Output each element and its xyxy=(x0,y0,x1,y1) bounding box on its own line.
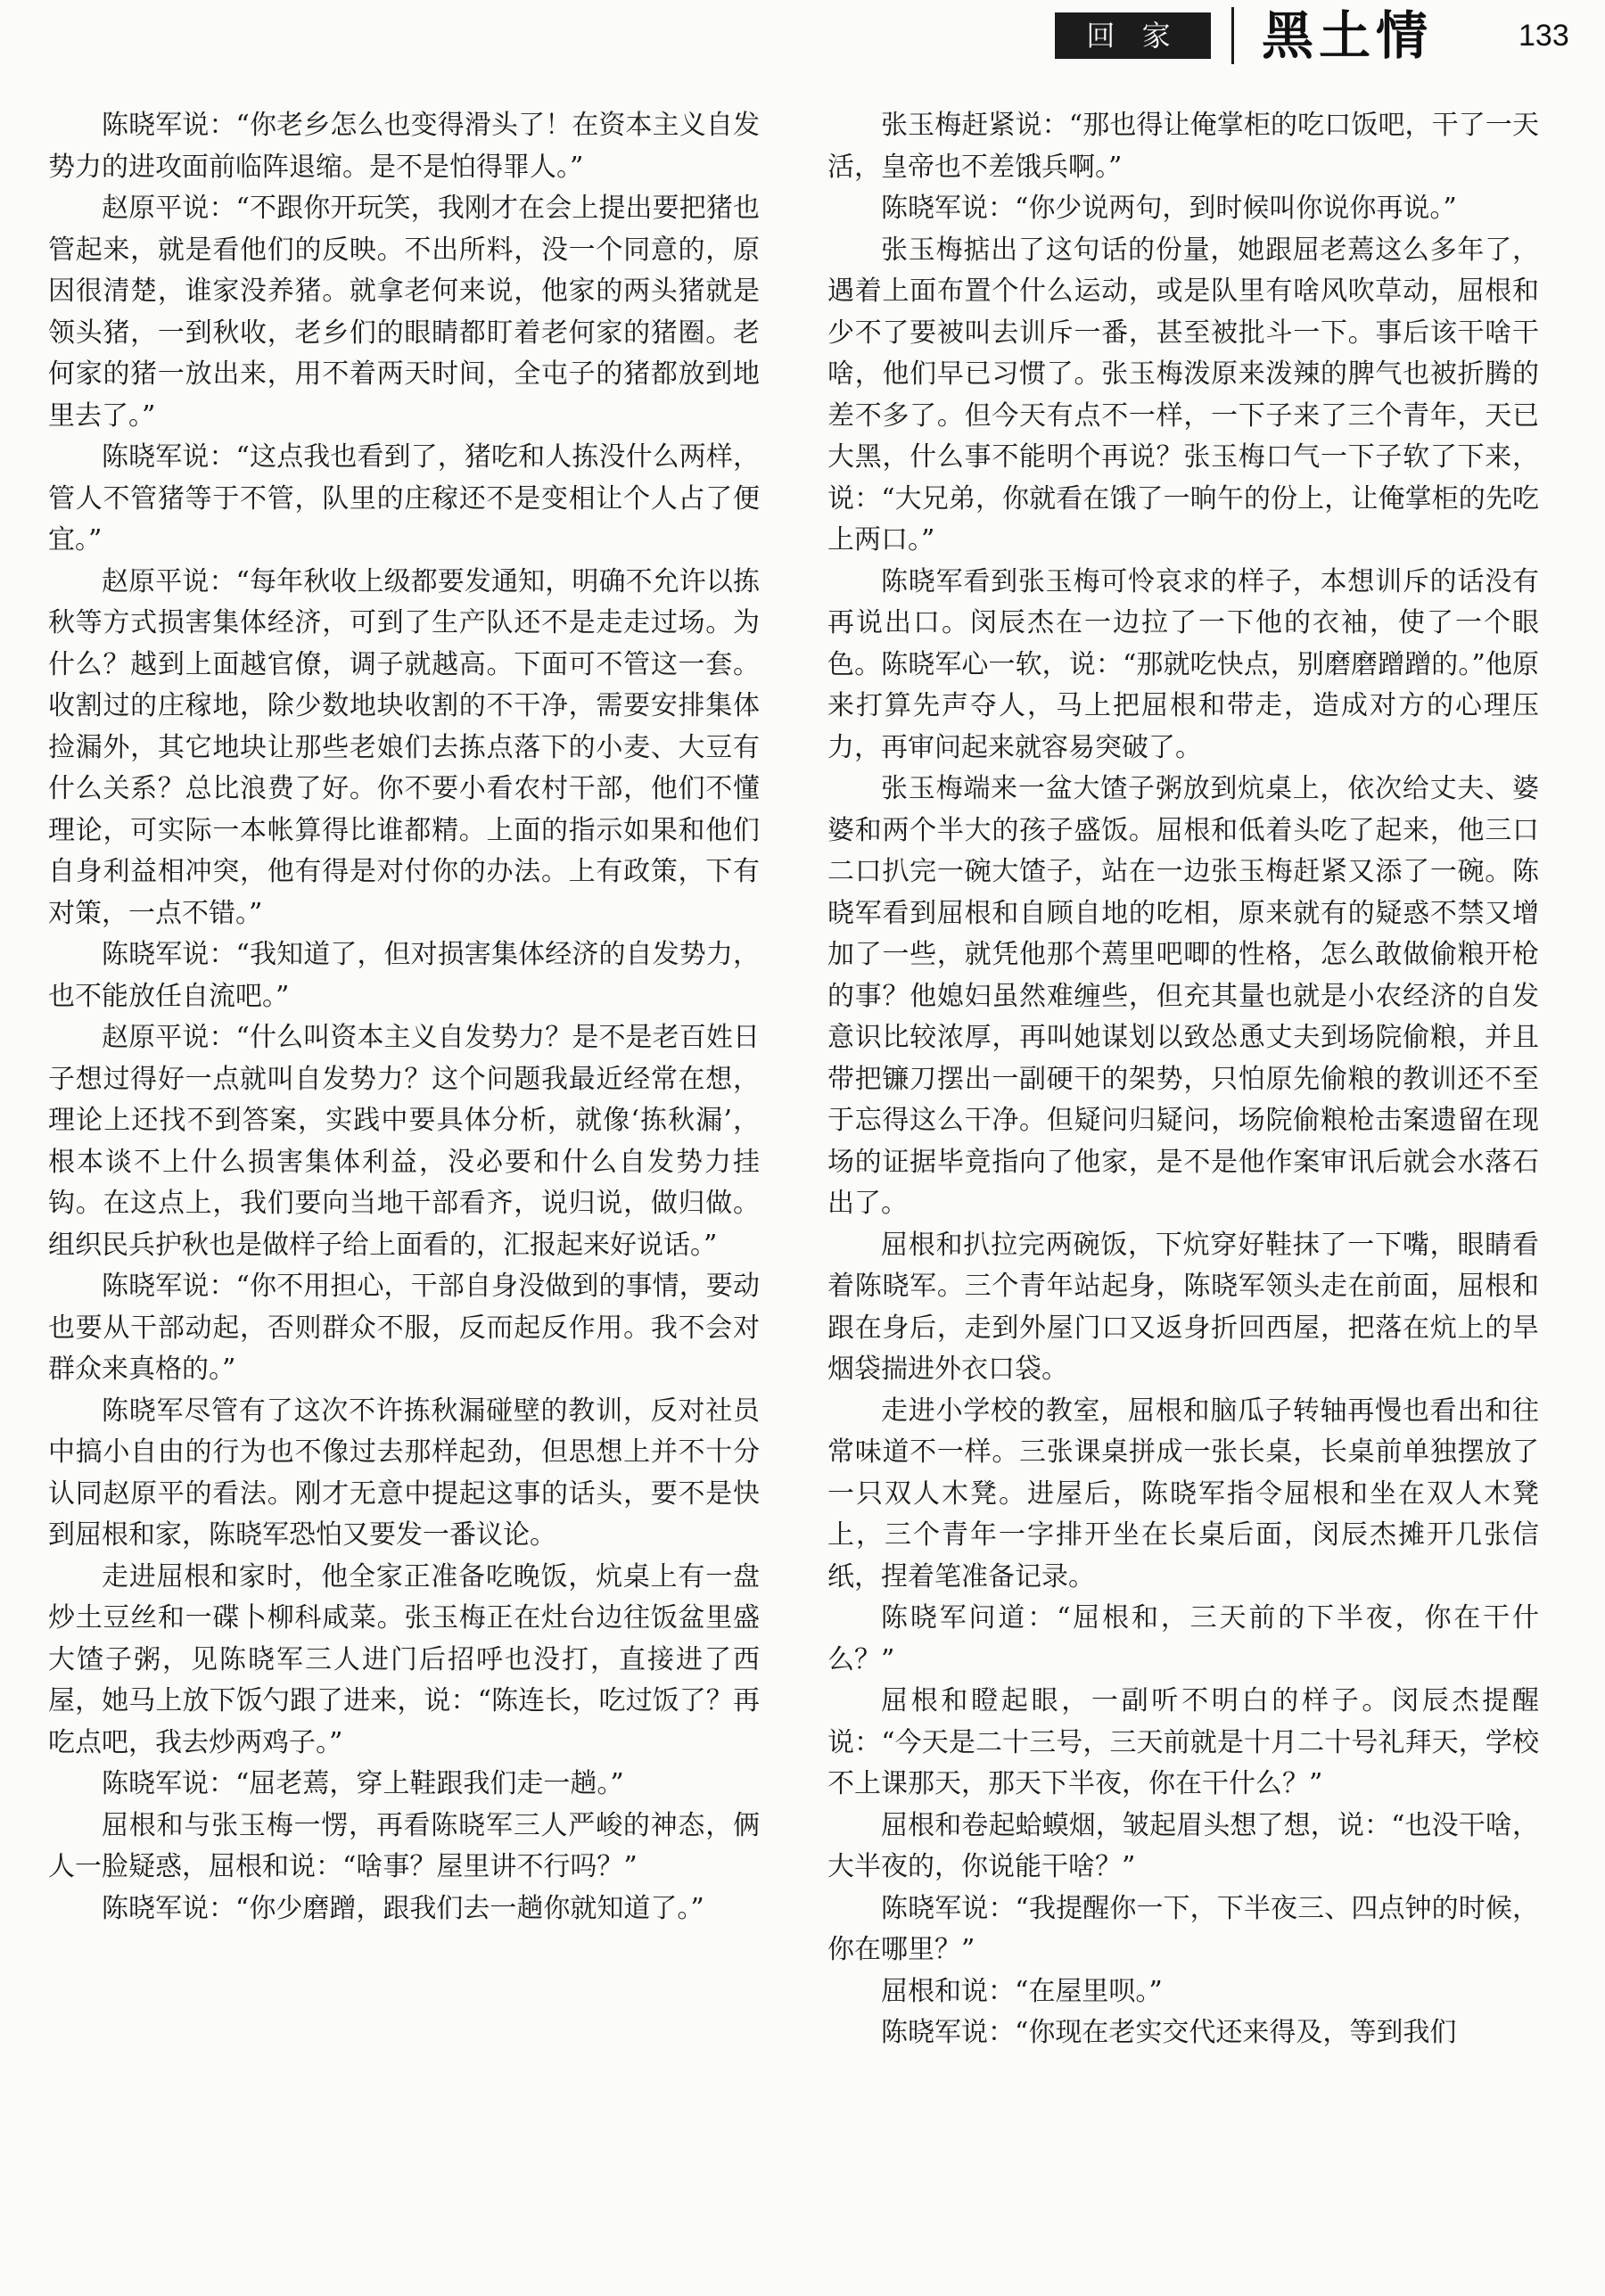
paragraph: 陈晓军问道：“屈根和，三天前的下半夜，你在干什么？” xyxy=(827,1602,1539,1675)
paragraph: 赵原平说：“每年秋收上级都要发通知，明确不允许以拣秋等方式损害集体经济，可到了生产队还不是走走过场。为什么？越到上面越官僚，调子就越高。下面可不管这一套。收割过的庄稼地，除少数地块收割的不干净，需要安排集体捡漏外，其它地块让那些老娘们去拣点落下的小麦、大豆有什么关系？总比浪费了好。你不要小看农村干部，他们不懂理论，可实际一本帐算得比谁都精。上面的指示如果和他们自身利益相冲突，他有得是对付你的办法。上有政策，下有对策，一点不错。” xyxy=(48,565,760,929)
page-number: 133 xyxy=(1519,19,1569,53)
paragraph: 屈根和扒拉完两碗饭，下炕穿好鞋抹了一下嘴，眼睛看着陈晓军。三个青年站起身，陈晓军领头走在前面，屈根和跟在身后，走到外屋门口又返身折回西屋，把落在炕上的旱烟袋揣进外衣口袋。 xyxy=(827,1229,1539,1385)
paragraph: 赵原平说：“不跟你开玩笑，我刚才在会上提出要把猪也管起来，就是看他们的反映。不出所料，没一个同意的，原因很清楚，谁家没养猪。就拿老何来说，他家的两头猪就是领头猪，一到秋收，老乡们的眼睛都盯着老何家的猪圈。老何家的猪一放出来，用不着两天时间，全屯子的猪都放到地里去了。” xyxy=(48,193,760,432)
page-header xyxy=(0,0,1605,85)
paragraph: 屈根和与张玉梅一愣，再看陈晓军三人严峻的神态，俩人一脸疑惑，屈根和说：“啥事？屋里讲不行吗？” xyxy=(48,1809,760,1882)
header-divider xyxy=(1231,7,1234,64)
paragraph: 陈晓军说：“你少磨蹭，跟我们去一趟你就知道了。” xyxy=(102,1892,704,1924)
right-column xyxy=(827,105,1539,2054)
paragraph: 陈晓军说：“这点我也看到了，猪吃和人拣没什么两样，管人不管猪等于不管，队里的庄稼还不是变相让个人占了便宜。” xyxy=(48,441,760,555)
paragraph: 张玉梅端来一盆大馇子粥放到炕桌上，依次给丈夫、婆婆和两个半大的孩子盛饭。屈根和低着头吃了起来，他三口二口扒完一碗大馇子，站在一边张玉梅赶紧又添了一碗。陈晓军看到屈根和自顾自地的吃相，原来就有的疑惑不禁又增加了一些，就凭他那个蔫里吧唧的性格，怎么敢做偷粮开枪的事？他媳妇虽然难缠些，但充其量也就是小农经济的自发意识比较浓厚，再叫她谋划以致怂恿丈夫到场院偷粮，并且带把镰刀摆出一副硬干的架势，只怕原先偷粮的教训还不至于忘得这么干净。但疑问归疑问，场院偷粮枪击案遗留在现场的证据毕竟指向了他家，是不是他作案审讯后就会水落石出了。 xyxy=(827,773,1539,1219)
paragraph: 陈晓军说：“你老乡怎么也变得滑头了！在资本主义自发势力的进攻面前临阵退缩。是不是怕得罪人。” xyxy=(48,110,760,183)
paragraph: 陈晓军尽管有了这次不许拣秋漏碰壁的教训，反对社员中搞小自由的行为也不像过去那样起劲，但思想上并不十分认同赵原平的看法。刚才无意中提起这事的话头，要不是快到屈根和家，陈晓军恐怕又要发一番议论。 xyxy=(48,1395,760,1551)
left-column xyxy=(48,105,760,1930)
paragraph: 陈晓军看到张玉梅可怜哀求的样子，本想训斥的话没有再说出口。闵辰杰在一边拉了一下他的衣袖，使了一个眼色。陈晓军心一软，说：“那就吃快点，别磨磨蹭蹭的。”他原来打算先声夺人，马上把屈根和带走，造成对方的心理压力，再审问起来就容易突破了。 xyxy=(827,565,1539,763)
paragraph: 屈根和卷起蛤蟆烟，皱起眉头想了想，说：“也没干啥，大半夜的，你说能干啥？” xyxy=(827,1809,1539,1882)
paragraph: 张玉梅掂出了这句话的份量，她跟屈老蔫这么多年了，遇着上面布置个什么运动，或是队里有啥风吹草动，屈根和少不了要被叫去训斥一番，甚至被批斗一下。事后该干啥干啥，他们早已习惯了。张玉梅泼原来泼辣的脾气也被折腾的差不多了。但今天有点不一样，一下子来了三个青年，天已大黑，什么事不能明个再说？张玉梅口气一下子软了下来，说：“大兄弟，你就看在饿了一晌午的份上，让俺掌柜的先吃上两口。” xyxy=(827,234,1539,555)
paragraph: 走进屈根和家时，他全家正准备吃晚饭，炕桌上有一盘炒土豆丝和一碟卜柳科咸菜。张玉梅正在灶台边往饭盆里盛大馇子粥，见陈晓军三人进门后招呼也没打，直接进了西屋，她马上放下饭勺跟了进来，说：“陈连长，吃过饭了？再吃点吧，我去炒两鸡子。” xyxy=(48,1560,760,1758)
paragraph: 陈晓军说：“我知道了，但对损害集体经济的自发势力，也不能放任自流吧。” xyxy=(48,939,760,1012)
paragraph: 屈根和瞪起眼，一副听不明白的样子。闵辰杰提醒说：“今天是二十三号，三天前就是十月二十号礼拜天，学校不上课那天，那天下半夜，你在干什么？” xyxy=(827,1685,1539,1799)
paragraph: 走进小学校的教室，屈根和脑瓜子转轴再慢也看出和往常味道不一样。三张课桌拼成一张长桌，长桌前单独摆放了一只双人木凳。进屋后，陈晓军指令屈根和坐在双人木凳上，三个青年一字排开坐在长桌后面，闵辰杰摊开几张信纸，捏着笔准备记录。 xyxy=(827,1395,1539,1592)
paragraph: 张玉梅赶紧说：“那也得让俺掌柜的吃口饭吧，干了一天活，皇帝也不差饿兵啊。” xyxy=(827,110,1539,183)
paragraph: 赵原平说：“什么叫资本主义自发势力？是不是老百姓日子想过得好一点就叫自发势力？这个问题我最近经常在想，理论上还找不到答案，实践中要具体分析，就像‘拣秋漏’，根本谈不上什么损害集体利益，没必要和什么自发势力挂钩。在这点上，我们要向当地干部看齐，说归说，做归做。组织民兵护秋也是做样子给上面看的，汇报起来好说话。” xyxy=(48,1022,760,1261)
paragraph: 屈根和说：“在屋里呗。” xyxy=(881,1975,1163,2007)
paragraph: 陈晓军说：“你少说两句，到时候叫你说你再说。” xyxy=(881,193,1457,224)
column-title: 黑土情 xyxy=(1262,5,1434,66)
section-tag: 回 家 xyxy=(1055,12,1211,59)
paragraph: 陈晓军说：“你不用担心，干部自身没做到的事情，要动也要从干部动起，否则群众不服，反而起反作用。我不会对群众来真格的。” xyxy=(48,1271,760,1385)
paragraph: 陈晓军说：“我提醒你一下，下半夜三、四点钟的时候，你在哪里？” xyxy=(827,1892,1539,1965)
paragraph: 陈晓军说：“屈老蔫，穿上鞋跟我们走一趟。” xyxy=(102,1768,624,1799)
paragraph: 陈晓军说：“你现在老实交代还来得及，等到我们 xyxy=(881,2017,1457,2048)
